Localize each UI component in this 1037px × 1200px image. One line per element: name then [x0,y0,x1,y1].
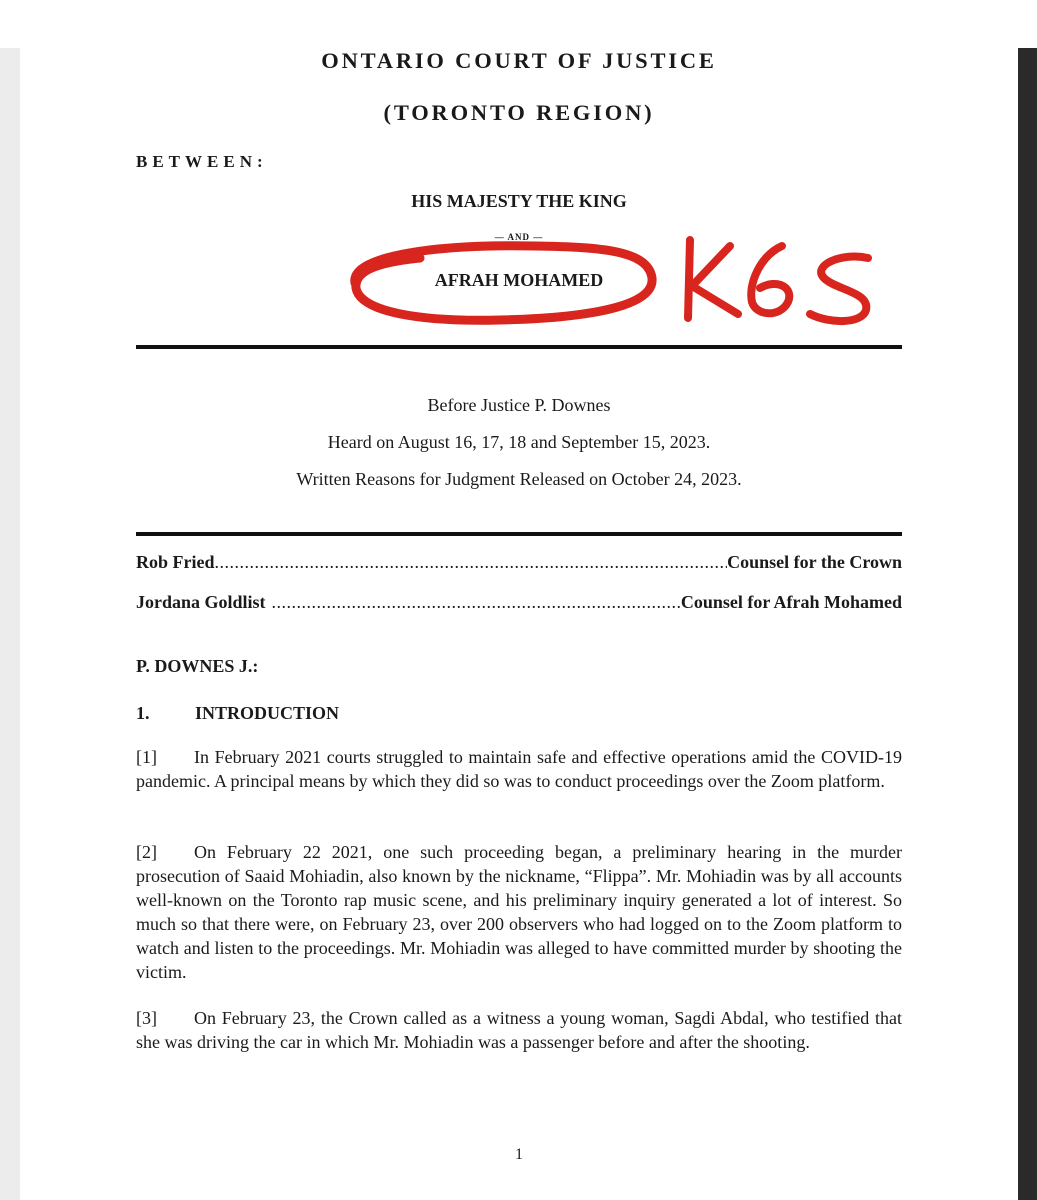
section-number: 1. [136,703,150,723]
paragraph-text: On February 23, the Crown called as a witness a young woman, Sagdi Abdal, who testified that she was driving the car in which Mr. Mohiadin was a passenger before and after the shooting. [136,1008,902,1052]
section-title: INTRODUCTION [195,703,340,723]
paragraph-number: [1] [136,747,157,767]
leader-dots [272,592,681,613]
divider-rule [136,345,902,349]
counsel-row-defence [136,592,902,613]
page-number: 1 [515,1146,523,1163]
top-bar [0,0,1037,48]
counsel-role: Counsel for the Crown [727,552,902,572]
paragraph [136,840,902,984]
paragraph-text: On February 22 2021, one such proceeding began, a preliminary hearing in the murder prosecution of Saaid Mohiadin, also known by the nickname, “Flippa”. Mr. Mohiadin was by all accounts well-known on the Toronto rap music scene, and his preliminary inquiry generated a lot of interest. So much so that there were, on February 23, over 200 observers who had logged on to the Zoom platform to watch and listen to the proceedings. Mr. Mohiadin was alleged to have committed murder by shooting the victim. [136,842,902,982]
released-line: Written Reasons for Judgment Released on October 24, 2023. [296,469,742,489]
counsel-name: Rob Fried [136,552,215,572]
scrollbar-track[interactable] [1018,48,1037,1200]
paragraph-number: [2] [136,842,157,862]
between-label: BETWEEN: [136,152,268,171]
paragraph-number: [3] [136,1008,157,1028]
counsel-name: Jordana Goldlist [136,592,266,612]
court-region: (TORONTO REGION) [383,100,655,125]
accused-party: AFRAH MOHAMED [434,270,604,290]
before-line: Before Justice P. Downes [427,395,611,415]
paragraph [136,745,902,793]
paragraph [136,1006,902,1054]
heard-line: Heard on August 16, 17, 18 and September 15, 2023. [327,432,711,452]
paragraph-text: In February 2021 courts struggled to maintain safe and effective operations amid the COVID-19 pandemic. A principal means by which they did so was to conduct proceedings over the Zoom platform. [136,747,902,791]
counsel-row-crown [136,552,902,573]
crown-party: HIS MAJESTY THE KING [411,191,627,211]
judge-line: P. DOWNES J.: [136,656,259,676]
and-mark: — AND — [494,232,544,242]
counsel-role: Counsel for Afrah Mohamed [680,592,902,612]
leader-dots [215,552,728,573]
court-title: ONTARIO COURT OF JUSTICE [321,48,717,73]
divider-rule [136,532,902,536]
document-page [20,48,1018,1200]
